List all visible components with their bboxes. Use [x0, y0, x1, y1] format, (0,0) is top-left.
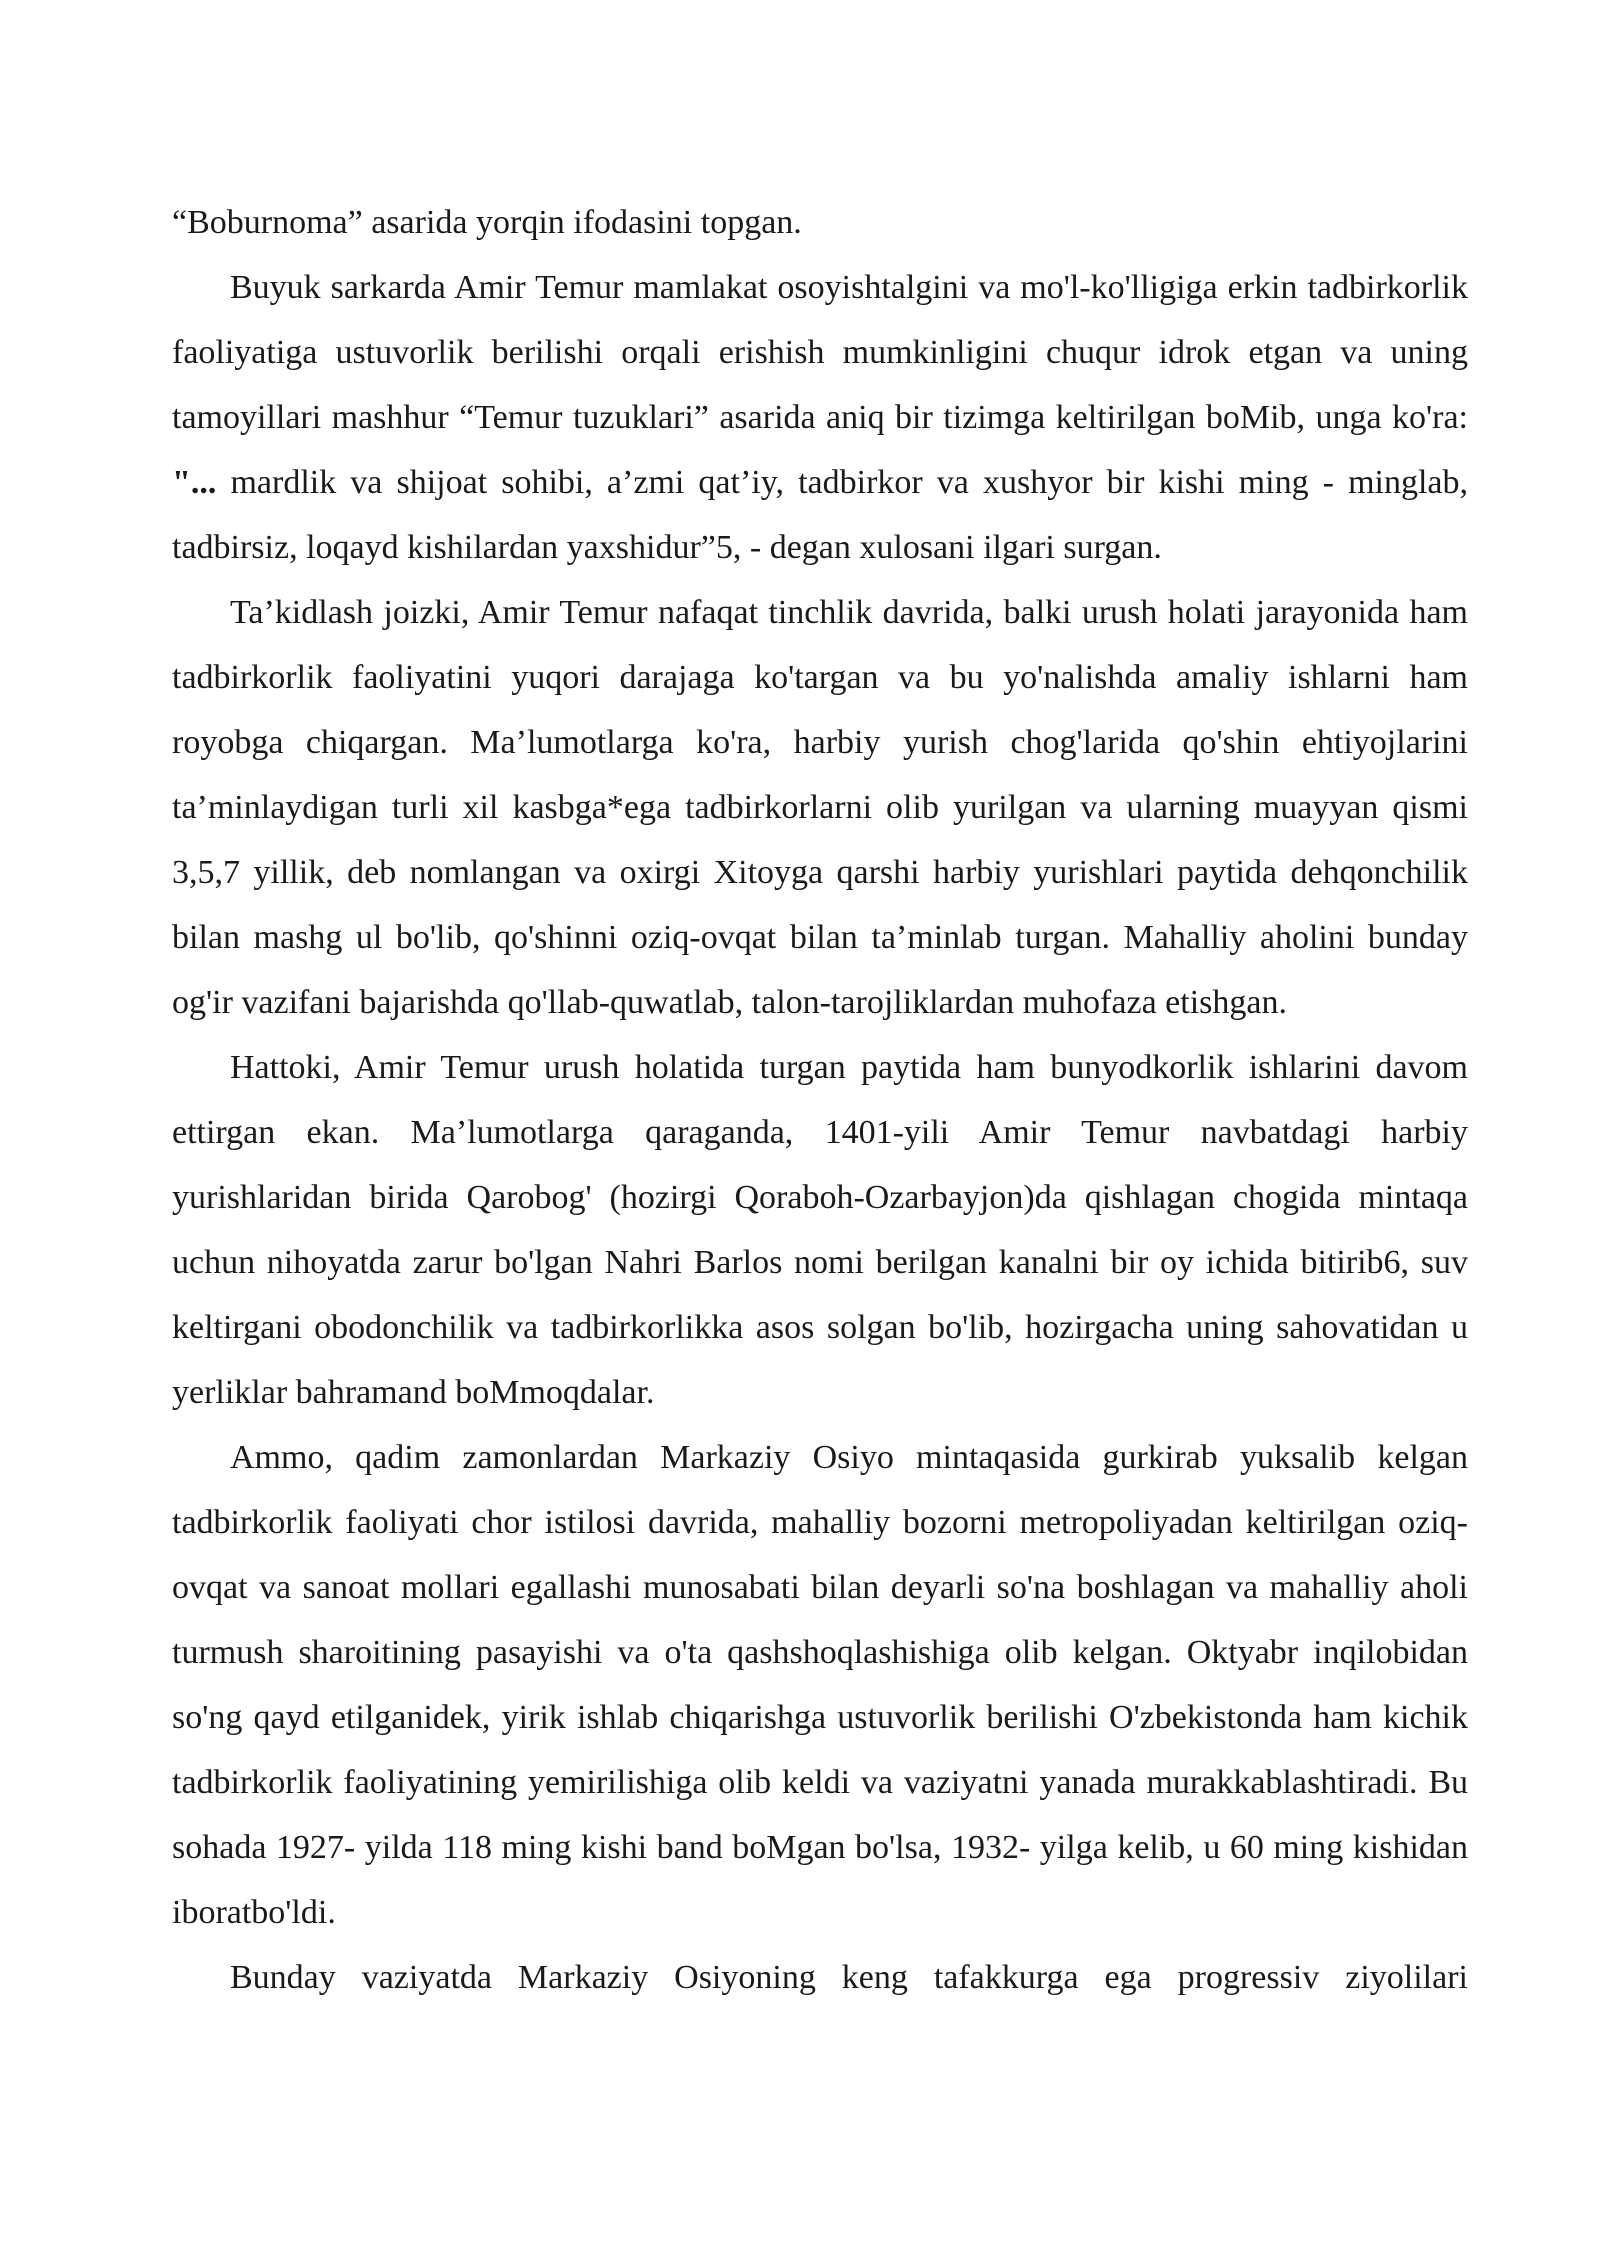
document-body [172, 190, 1468, 2010]
paragraph-tinchlik-davrida: Ta’kidlash joizki, Amir Temur nafaqat tinchlik davrida, balki urush holati jarayonida ham tadbirkorlik faoliyatini yuqori darajaga ko'targan va bu yo'nalishda amaliy ishlarni ham royobga chiqargan. Ma’lumotlarga ko'ra, harbiy yurish chog'larida qo'shin ehtiyojlarini ta’minlaydigan turli xil kasbga*ega tadbirkorlarni olib yurilgan va ularning muayyan qismi 3,5,7 yillik, deb nomlangan va oxirgi Xitoyga qarshi harbiy yurishlari paytida dehqonchilik bilan mashg ul bo'lib, qo'shinni oziq-ovqat bilan ta’minlab turgan. Mahalliy aholini bunday og'ir vazifani bajarishda qo'llab-quwatlab, talon-tarojliklardan muhofaza etishgan. [172, 594, 1468, 1021]
paragraph-progressiv-ziyolilar: Bunday vaziyatda Markaziy Osiyoning keng tafakkurga ega progressiv ziyolilari [230, 1959, 1468, 1996]
paragraph-text-after-quote: mardlik va shijoat sohibi, a’zmi qat’iy, tadbirkor va xushyor bir kishi ming - minglab, tadbirsiz, loqayd kishilardan yaxshidur”5, - degan xulosani ilgari surgan. [172, 464, 1468, 566]
paragraph-nahri-barlos: Hattoki, Amir Temur urush holatida turgan paytida ham bunyodkorlik ishlarini davom ettirgan ekan. Ma’lumotlarga qaraganda, 1401-yili Amir Temur navbatdagi harbiy yurishlaridan birida Qarobog' (hozirgi Qoraboh-Ozarbayjon)da qishlagan chogida mintaqa uchun nihoyatda zarur bo'lgan Nahri Barlos nomi berilgan kanalni bir oy ichida bitirib6, suv keltirgani obodonchilik va tadbirkorlikka asos solgan bo'lib, hozirgacha uning sahovatidan u yerliklar bahramand boMmoqdalar. [172, 1049, 1468, 1411]
quote-ellipsis: "... [172, 464, 217, 501]
paragraph-chor-istilosi: Ammo, qadim zamonlardan Markaziy Osiyo mintaqasida gurkirab yuksalib kelgan tadbirkorlik faoliyati chor istilosi davrida, mahalliy bozorni metropoliyadan keltirilgan oziq-ovqat va sanoat mollari egallashi munosabati bilan deyarli so'na boshlagan va mahalliy aholi turmush sharoitining pasayishi va o'ta qashshoqlashishiga olib kelgan. Oktyabr inqilobidan so'ng qayd etilganidek, yirik ishlab chiqarishga ustuvorlik berilishi O'zbekistonda ham kichik tadbirkorlik faoliyatining yemirilishiga olib keldi va vaziyatni yanada murakkablashtiradi. Bu sohada 1927- yilda 118 ming kishi band boMgan bo'lsa, 1932- yilga kelib, u 60 ming kishidan iboratbo'ldi. [172, 1439, 1468, 1931]
paragraph-text-before-quote: Buyuk sarkarda Amir Temur mamlakat osoyishtalgini va mo'l-ko'lligiga erkin tadbirkorlik faoliyatiga ustuvorlik berilishi orqali erishish mumkinligini chuqur idrok etgan va uning tamoyillari mashhur “Temur tuzuklari” asarida aniq bir tizimga keltirilgan boMib, unga ko'ra: [172, 269, 1468, 436]
paragraph-boburnoma: “Boburnoma” asarida yorqin ifodasini topgan. [172, 204, 802, 241]
paragraph-temur-tuzuklari [172, 255, 1468, 580]
